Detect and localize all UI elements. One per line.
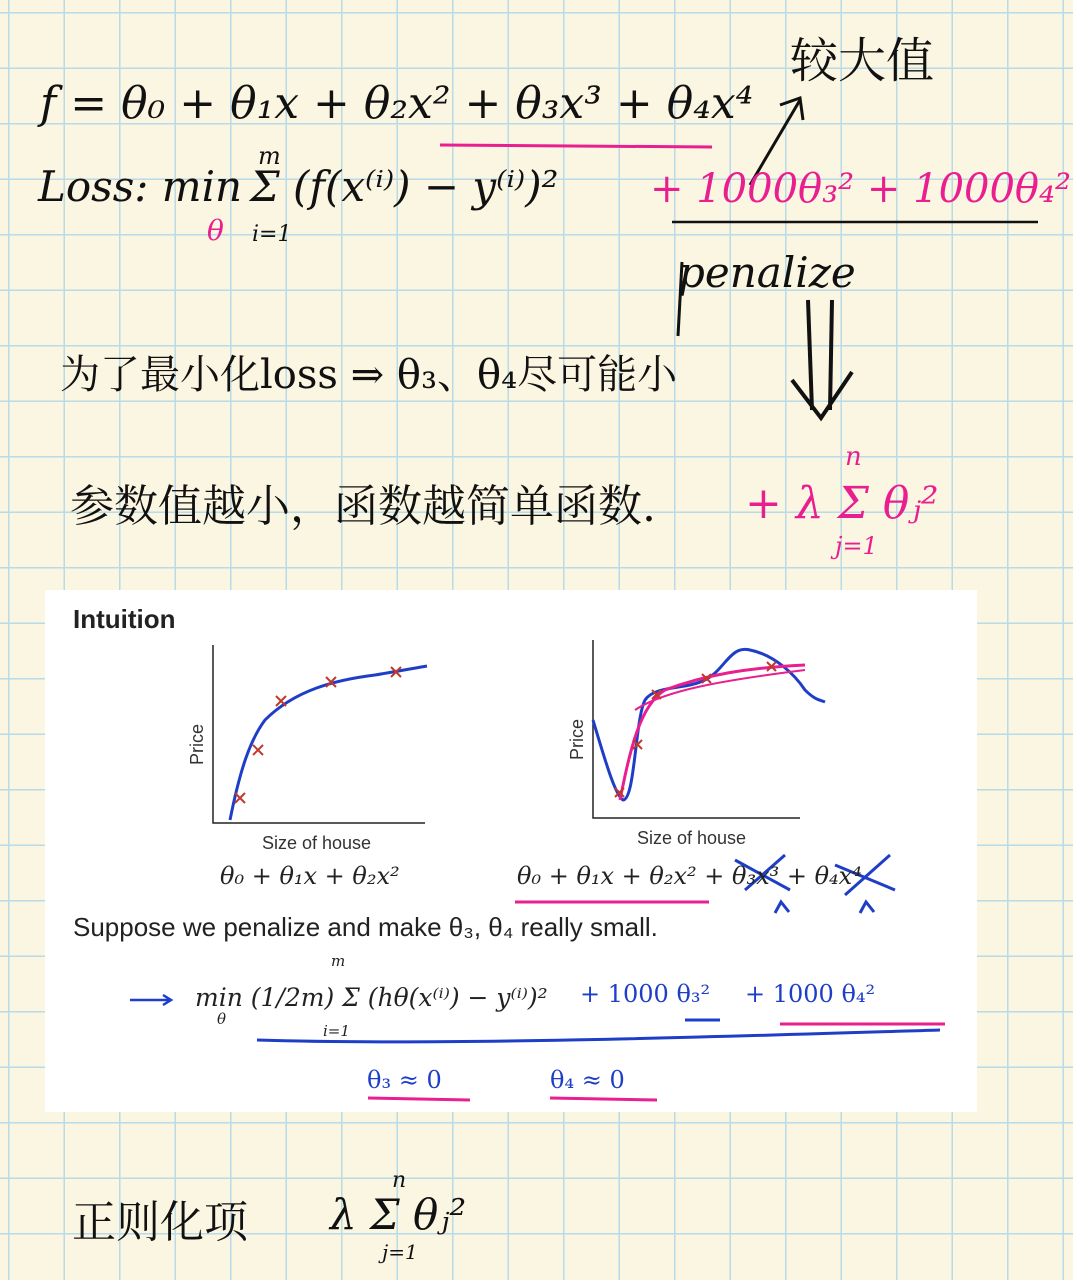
- left-formula: θ₀ + θ₁x + θ₂x²: [220, 862, 400, 890]
- objective-penalty-1: + 1000 θ₃²: [580, 980, 711, 1008]
- objective-sum-lower: i=1: [323, 1022, 350, 1040]
- suppose-text: Suppose we penalize and make θ₃, θ₄ really small.: [73, 912, 658, 942]
- objective-penalty-2: + 1000 θ₄²: [745, 980, 876, 1008]
- bottom-upper: n: [392, 1168, 407, 1193]
- loss-sum-upper: m: [258, 142, 281, 170]
- reg-upper: n: [845, 442, 862, 472]
- note-minimize: 为了最小化loss ⇒ θ₃、θ₄尽可能小: [60, 352, 678, 398]
- left-ylabel: Price: [187, 723, 207, 765]
- loss-sum-lower: i=1: [252, 222, 292, 247]
- formula-f: f = θ₀ + θ₁x + θ₂x² + θ₃x³ + θ₄x⁴: [40, 78, 754, 129]
- left-xlabel: Size of house: [262, 833, 372, 853]
- right-xlabel: Size of house: [637, 828, 747, 848]
- left-point: [253, 745, 263, 755]
- right-ylabel: Price: [567, 718, 587, 760]
- approx-theta3: θ₃ ≈ 0: [367, 1066, 442, 1094]
- loss-prefix: Loss: min: [38, 162, 243, 211]
- lecture-slide: [45, 590, 977, 1112]
- approx-theta4: θ₄ ≈ 0: [550, 1066, 625, 1094]
- reg-term: + λ Σ θⱼ²: [745, 478, 939, 529]
- label-large-value: 较大值: [790, 33, 935, 89]
- right-formula: θ₀ + θ₁x + θ₂x² + θ₃x³ + θ₄x⁴: [517, 862, 862, 890]
- objective-sum-upper: m: [331, 952, 346, 970]
- slide-title: Intuition: [73, 604, 176, 634]
- bottom-label: 正则化项: [72, 1197, 248, 1248]
- left-point: [276, 696, 286, 706]
- right-smooth-curve: [620, 665, 805, 800]
- penalty-terms: + 1000θ₃² + 1000θ₄²: [650, 166, 1072, 212]
- bottom-term: λ Σ θⱼ²: [330, 1190, 467, 1239]
- objective-min-sub: θ: [217, 1010, 227, 1028]
- penalize-label: penalize: [678, 248, 856, 297]
- note-simpler: 参数值越小，函数越简单函数.: [70, 481, 656, 532]
- left-point: [235, 793, 245, 803]
- loss-theta: θ: [207, 214, 224, 247]
- slide-graphics: [45, 590, 977, 1112]
- left-fit-curve: [230, 666, 427, 820]
- bottom-lower: j=1: [382, 1240, 418, 1264]
- objective: min (1/2m) Σ (hθ(x⁽ⁱ⁾) − y⁽ⁱ⁾)²: [195, 983, 548, 1012]
- loss-sum: Σ (f(x⁽ⁱ⁾) − y⁽ⁱ⁾)²: [250, 162, 559, 211]
- reg-lower: j=1: [835, 532, 878, 560]
